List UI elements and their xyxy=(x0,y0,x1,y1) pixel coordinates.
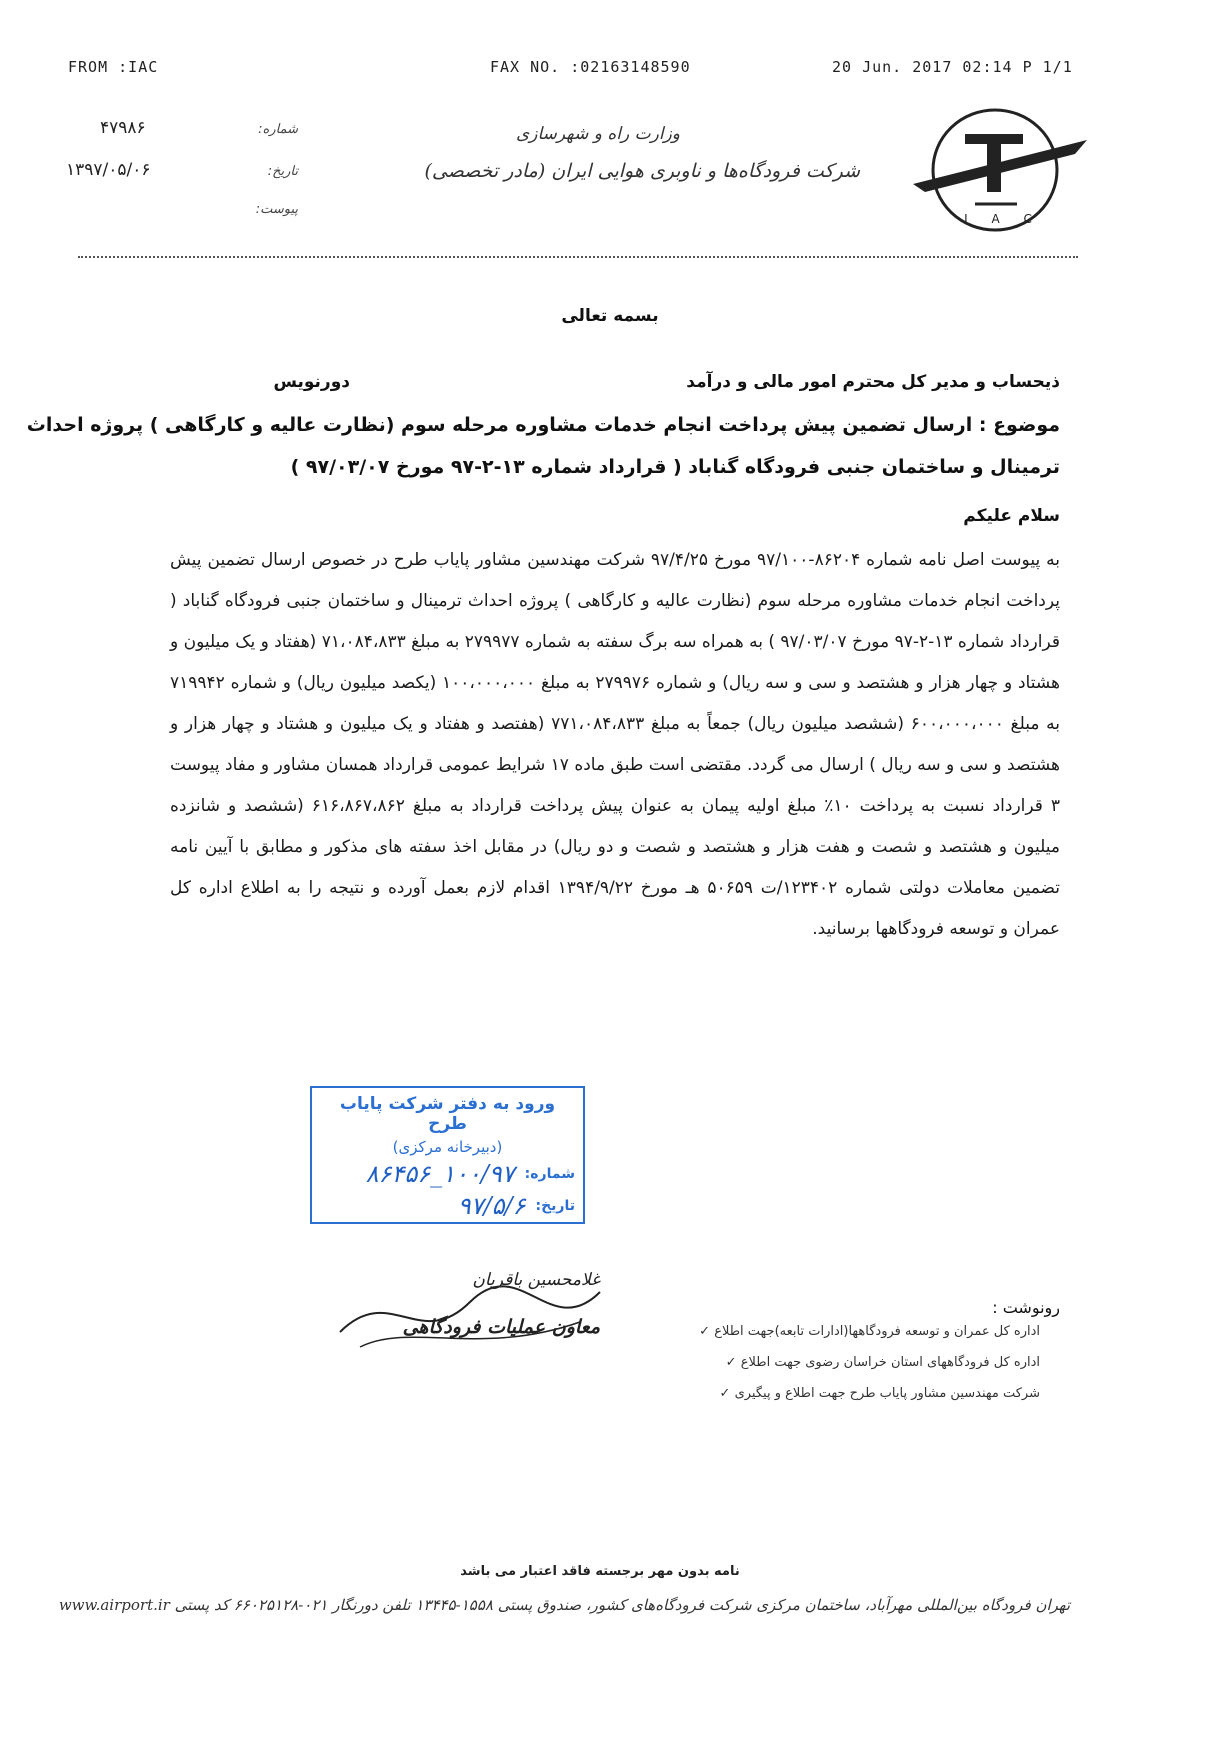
check-icon: ✓ xyxy=(699,1324,711,1339)
cc-item xyxy=(600,1355,1040,1370)
bismillah: بسمه تعالی xyxy=(561,306,659,326)
letter-body: به پیوست اصل نامه شماره ۸۶۲۰۴-۹۷/۱۰۰ مورخ ۹۷/۴/۲۵ شرکت مهندسین مشاور پایاب طرح در خصوص ارسال تضمین پیش پرداخت انجام خدمات مشاوره مرحله سوم (نظارت عالیه و کارگاهی ) پروژه احداث ترمینال و ساختمان جنبی فرودگاه گناباد ( قرارداد شماره ۱۳-۲-۹۷ مورخ ۹۷/۰۳/۰۷ ) به همراه سه برگ سفته به شماره ۲۷۹۹۷۷ به مبلغ ۷۱،۰۸۴،۸۳۳ (هفتاد و یک میلیون و هشتاد و چهار هزار و هشتصد و سی و سه ریال) و شماره ۲۷۹۹۷۶ به مبلغ ۱۰۰،۰۰۰،۰۰۰ (یکصد میلیون ریال) و شماره ۷۱۹۹۴۲ به مبلغ ۶۰۰،۰۰۰،۰۰۰ (ششصد میلیون ریال) جمعاً به مبلغ ۷۷۱،۰۸۴،۸۳۳ (هفتصد و هفتاد و یک میلیون و هشتاد و چهار هزار و هشتصد و سی و سه ریال ) ارسال می گردد. مقتضی است طبق ماده ۱۷ شرایط عمومی قرارداد همسان مشاور و مفاد پیوست ۳ قرارداد نسبت به پرداخت ۱۰٪ مبلغ اولیه پیمان به عنوان پیش پرداخت قرارداد به مبلغ ۶۱۶،۸۶۷،۸۶۲ (ششصد و شانزده میلیون و هشتصد و شصت و هفت هزار و هشتصد و شصت و دو ریال) در مقابل اخذ سفته های مذکور و مطابق با آیین نامه تضمین معاملات دولتی شماره ۱۲۳۴۰۲/ت ۵۰۶۵۹ هـ مورخ ۱۳۹۴/۹/۲۲ اقدام لازم بعمل آورده و نتیجه را به اطلاع اداره کل عمران و توسعه فرودگاهها برسانید. xyxy=(169,550,1061,939)
check-icon: ✓ xyxy=(719,1386,731,1401)
stamp-number-row xyxy=(320,1160,575,1188)
signatory-name: غلامحسین باقریان xyxy=(472,1270,600,1290)
cc-item xyxy=(600,1324,1040,1339)
company-name: شرکت فرودگاه‌ها و ناوبری هوایی ایران (مادر تخصصی) xyxy=(424,160,860,182)
logo-letters: I A C xyxy=(964,212,1042,226)
copy-mark: دورنویس xyxy=(273,372,350,392)
recipient-line: ذیحساب و مدیر کل محترم امور مالی و درآمد xyxy=(686,372,1060,392)
cc-item-text: اداره کل فرودگاههای استان خراسان رضوی جهت اطلاع xyxy=(740,1355,1040,1370)
stamp-title: ورود به دفتر شرکت پایاب طرح xyxy=(339,1094,556,1134)
footer-notice: نامه بدون مهر برجسته فاقد اعتبار می باشد xyxy=(460,1564,740,1579)
cc-item-text: اداره کل عمران و توسعه فرودگاهها(ادارات تابعه)جهت اطلاع xyxy=(714,1324,1040,1339)
check-icon: ✓ xyxy=(725,1355,737,1370)
signatory-title: معاون عملیات فرودگاهی xyxy=(402,1316,600,1338)
stamp-date-label: تاریخ: xyxy=(535,1198,575,1214)
fax-datetime: 20 Jun. 2017 02:14 P 1/1 xyxy=(832,58,1073,76)
stamp-number-value: ۱۰۰/۹۷_۸۶۴۵۶ xyxy=(365,1160,515,1188)
cc-item xyxy=(600,1386,1040,1401)
letter-number: ۴۷۹۸۶ xyxy=(100,118,146,138)
ministry-name: وزارت راه و شهرسازی xyxy=(515,124,680,144)
fax-number: FAX NO. :02163148590 xyxy=(490,58,691,76)
attachment-label: پیوست: xyxy=(255,202,298,217)
signature-scribble-icon xyxy=(330,1262,610,1362)
cc-label: رونوشت : xyxy=(992,1298,1060,1317)
cc-item-text: شرکت مهندسین مشاور پایاب طرح جهت اطلاع و پیگیری xyxy=(734,1386,1040,1401)
company-logo xyxy=(905,100,1095,240)
footer-address: تهران فرودگاه بین‌المللی مهرآباد، ساختمان مرکزی شرکت فرودگاه‌های کشور، صندوق پستی ۱۵۵۸-۱۳۴۴۵ تلفن دورنگار ۰۲۱-۶۶۰۲۵۱۲۸ کد پستی www.airport.ir xyxy=(58,1596,1070,1614)
greeting: سلام علیکم xyxy=(963,506,1060,526)
header-divider xyxy=(78,256,1078,258)
stamp-subtitle: (دبیرخانه مرکزی) xyxy=(392,1138,503,1156)
subject-line-1: موضوع : ارسال تضمین پیش پرداخت انجام خدمات مشاوره مرحله سوم (نظارت عالیه و کارگاهی ) پروژه احداث xyxy=(26,414,1060,436)
letter-date: ۱۳۹۷/۰۵/۰۶ xyxy=(66,160,151,180)
cc-list xyxy=(600,1324,1040,1401)
stamp-date-row xyxy=(320,1192,575,1220)
number-label: شماره: xyxy=(258,122,298,137)
stamp-number-label: شماره: xyxy=(524,1166,575,1182)
date-label: تاریخ: xyxy=(267,164,298,179)
subject-line-2: ترمینال و ساختمان جنبی فرودگاه گناباد ( قرارداد شماره ۱۳-۲-۹۷ مورخ ۹۷/۰۳/۰۷ ) xyxy=(290,456,1060,478)
fax-from: FROM :IAC xyxy=(68,58,159,76)
stamp-date-value: ۹۷/۵/۶ xyxy=(457,1192,526,1220)
receipt-stamp xyxy=(310,1086,585,1224)
